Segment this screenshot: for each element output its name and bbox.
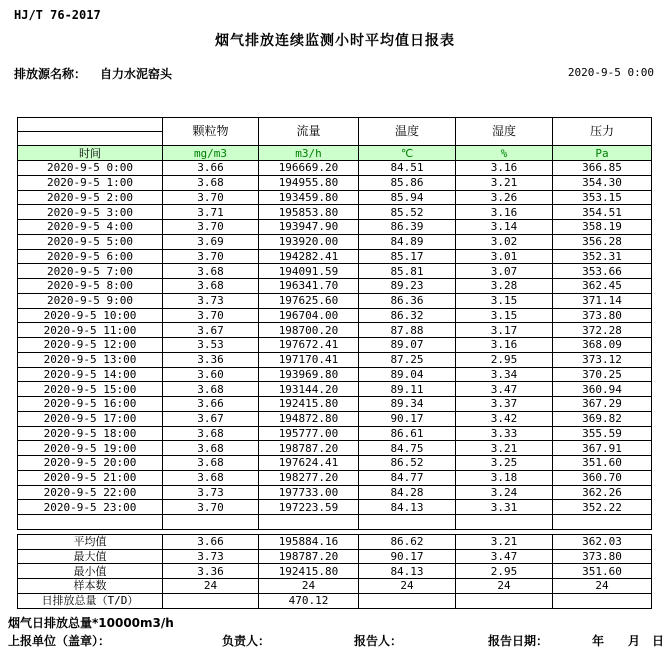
col-header-particulate: 颗粒物 [163, 118, 259, 146]
value-cell: 194872.80 [259, 411, 359, 426]
row-time: 2020-9-5 4:00 [18, 220, 163, 235]
value-cell: 360.94 [553, 382, 652, 397]
value-cell: 86.61 [359, 426, 456, 441]
value-cell: 2.95 [456, 564, 553, 579]
value-cell: 362.45 [553, 279, 652, 294]
value-cell: 3.02 [456, 234, 553, 249]
value-cell: 24 [259, 579, 359, 594]
summary-label: 最小值 [18, 564, 163, 579]
report-datetime: 2020-9-5 0:00 [567, 66, 654, 79]
table-row [18, 338, 652, 353]
value-cell [359, 593, 456, 608]
value-cell: 3.16 [456, 161, 553, 176]
summary-table [17, 534, 652, 609]
value-cell: 84.77 [359, 470, 456, 485]
table-row [18, 397, 652, 412]
value-cell: 196704.00 [259, 308, 359, 323]
value-cell: 24 [456, 579, 553, 594]
row-time: 2020-9-5 15:00 [18, 382, 163, 397]
table-row [18, 323, 652, 338]
summary-label: 最大值 [18, 549, 163, 564]
value-cell: 198277.20 [259, 470, 359, 485]
value-cell: 3.70 [163, 249, 259, 264]
value-cell: 362.03 [553, 534, 652, 549]
value-cell: 366.85 [553, 161, 652, 176]
value-cell: 3.21 [456, 441, 553, 456]
unit-temperature: ℃ [359, 146, 456, 161]
page-title: 烟气排放连续监测小时平均值日报表 [215, 33, 455, 49]
value-cell: 24 [359, 579, 456, 594]
value-cell: 89.23 [359, 279, 456, 294]
table-row [18, 249, 652, 264]
table-row [18, 485, 652, 500]
value-cell: 194282.41 [259, 249, 359, 264]
value-cell: 3.70 [163, 500, 259, 515]
value-cell: 3.73 [163, 549, 259, 564]
table-row [18, 382, 652, 397]
row-time: 2020-9-5 12:00 [18, 338, 163, 353]
value-cell: 3.24 [456, 485, 553, 500]
value-cell: 198787.20 [259, 549, 359, 564]
value-cell: 351.60 [553, 564, 652, 579]
table-row [18, 367, 652, 382]
value-cell: 3.21 [456, 534, 553, 549]
value-cell: 3.67 [163, 323, 259, 338]
row-time: 2020-9-5 17:00 [18, 411, 163, 426]
value-cell: 354.51 [553, 205, 652, 220]
value-cell: 3.68 [163, 441, 259, 456]
value-cell: 3.36 [163, 564, 259, 579]
value-cell: 197624.41 [259, 456, 359, 471]
row-time: 2020-9-5 20:00 [18, 456, 163, 471]
value-cell: 86.39 [359, 220, 456, 235]
value-cell: 193459.80 [259, 190, 359, 205]
value-cell: 3.17 [456, 323, 553, 338]
value-cell: 3.53 [163, 338, 259, 353]
value-cell: 373.80 [553, 549, 652, 564]
value-cell: 3.47 [456, 382, 553, 397]
table-row [18, 500, 652, 515]
year-label: 年 [592, 634, 605, 648]
value-cell: 85.52 [359, 205, 456, 220]
value-cell [456, 593, 553, 608]
value-cell: 85.94 [359, 190, 456, 205]
value-cell: 197170.41 [259, 352, 359, 367]
value-cell: 3.25 [456, 456, 553, 471]
value-cell: 3.68 [163, 382, 259, 397]
col-header-pressure: 压力 [553, 118, 652, 146]
row-time: 2020-9-5 18:00 [18, 426, 163, 441]
row-time: 2020-9-5 3:00 [18, 205, 163, 220]
value-cell: 84.51 [359, 161, 456, 176]
header-blank-bottom-cell [18, 132, 163, 146]
value-cell: 3.71 [163, 205, 259, 220]
row-time: 2020-9-5 19:00 [18, 441, 163, 456]
value-cell: 3.70 [163, 220, 259, 235]
hourly-rows [18, 161, 652, 515]
value-cell: 195853.80 [259, 205, 359, 220]
value-cell: 352.22 [553, 500, 652, 515]
report-date-label: 报告日期： [488, 634, 549, 648]
value-cell: 193144.20 [259, 382, 359, 397]
emission-source-line [14, 65, 172, 82]
value-cell: 3.01 [456, 249, 553, 264]
value-cell: 3.18 [456, 470, 553, 485]
value-cell: 85.81 [359, 264, 456, 279]
table-row [18, 593, 652, 608]
month-label: 月 [628, 634, 641, 648]
value-cell: 356.28 [553, 234, 652, 249]
value-cell: 86.36 [359, 293, 456, 308]
row-time: 2020-9-5 2:00 [18, 190, 163, 205]
value-cell: 3.16 [456, 205, 553, 220]
value-cell: 90.17 [359, 411, 456, 426]
value-cell: 3.26 [456, 190, 553, 205]
table-row [18, 470, 652, 485]
row-time: 2020-9-5 7:00 [18, 264, 163, 279]
table-row [18, 175, 652, 190]
unit-particulate: mg/m3 [163, 146, 259, 161]
table-row [18, 161, 652, 176]
signature-line [0, 632, 670, 648]
value-cell: 89.07 [359, 338, 456, 353]
value-cell: 193969.80 [259, 367, 359, 382]
value-cell: 24 [553, 579, 652, 594]
col-header-temperature: 温度 [359, 118, 456, 146]
row-time: 2020-9-5 10:00 [18, 308, 163, 323]
value-cell: 353.66 [553, 264, 652, 279]
value-cell: 3.69 [163, 234, 259, 249]
value-cell: 194955.80 [259, 175, 359, 190]
value-cell: 89.04 [359, 367, 456, 382]
value-cell: 362.26 [553, 485, 652, 500]
value-cell: 196669.20 [259, 161, 359, 176]
value-cell: 3.66 [163, 397, 259, 412]
row-time: 2020-9-5 6:00 [18, 249, 163, 264]
unit-pressure: Pa [553, 146, 652, 161]
table-row [18, 264, 652, 279]
table-row [18, 564, 652, 579]
table-row [18, 293, 652, 308]
value-cell: 3.68 [163, 175, 259, 190]
value-cell: 197733.00 [259, 485, 359, 500]
value-cell: 352.31 [553, 249, 652, 264]
value-cell [163, 593, 259, 608]
table-row [18, 426, 652, 441]
value-cell: 193920.00 [259, 234, 359, 249]
value-cell: 84.89 [359, 234, 456, 249]
row-time: 2020-9-5 13:00 [18, 352, 163, 367]
value-cell: 197625.60 [259, 293, 359, 308]
standard-number: HJ/T 76-2017 [14, 8, 101, 22]
value-cell: 367.29 [553, 397, 652, 412]
value-cell: 195884.16 [259, 534, 359, 549]
value-cell: 192415.80 [259, 397, 359, 412]
value-cell: 3.47 [456, 549, 553, 564]
value-cell: 197672.41 [259, 338, 359, 353]
value-cell: 3.60 [163, 367, 259, 382]
table-row [18, 549, 652, 564]
table-row [18, 456, 652, 471]
value-cell: 3.15 [456, 293, 553, 308]
value-cell: 360.70 [553, 470, 652, 485]
value-cell: 90.17 [359, 549, 456, 564]
value-cell: 3.34 [456, 367, 553, 382]
table-row [18, 579, 652, 594]
row-time: 2020-9-5 21:00 [18, 470, 163, 485]
value-cell: 3.14 [456, 220, 553, 235]
emission-source-name: 自力水泥窑头 [100, 67, 173, 81]
value-cell: 3.28 [456, 279, 553, 294]
hourly-data-table [17, 117, 652, 530]
unit-humidity: % [456, 146, 553, 161]
emission-source-label: 排放源名称： [14, 67, 87, 81]
value-cell: 84.75 [359, 441, 456, 456]
value-cell: 86.52 [359, 456, 456, 471]
row-time: 2020-9-5 23:00 [18, 500, 163, 515]
value-cell: 86.32 [359, 308, 456, 323]
value-cell: 84.13 [359, 564, 456, 579]
value-cell: 3.37 [456, 397, 553, 412]
day-label: 日 [652, 634, 665, 648]
value-cell: 24 [163, 579, 259, 594]
row-time: 2020-9-5 5:00 [18, 234, 163, 249]
table-row [18, 190, 652, 205]
value-cell: 3.36 [163, 352, 259, 367]
value-cell: 3.07 [456, 264, 553, 279]
value-cell: 85.86 [359, 175, 456, 190]
value-cell: 84.13 [359, 500, 456, 515]
value-cell: 3.15 [456, 308, 553, 323]
empty-row [18, 515, 652, 530]
units-row [18, 146, 652, 161]
value-cell: 86.62 [359, 534, 456, 549]
value-cell: 3.68 [163, 470, 259, 485]
value-cell: 3.70 [163, 308, 259, 323]
value-cell [553, 593, 652, 608]
header-row-top [18, 118, 652, 132]
report-table [17, 117, 653, 609]
value-cell: 370.25 [553, 367, 652, 382]
value-cell: 3.67 [163, 411, 259, 426]
row-time: 2020-9-5 22:00 [18, 485, 163, 500]
value-cell: 351.60 [553, 456, 652, 471]
table-row [18, 411, 652, 426]
row-time: 2020-9-5 11:00 [18, 323, 163, 338]
value-cell: 85.17 [359, 249, 456, 264]
value-cell: 3.33 [456, 426, 553, 441]
table-row [18, 279, 652, 294]
table-row [18, 308, 652, 323]
value-cell: 470.12 [259, 593, 359, 608]
value-cell: 195777.00 [259, 426, 359, 441]
daily-total-note: 烟气日排放总量*10000m3/h [8, 616, 174, 630]
value-cell: 3.68 [163, 264, 259, 279]
unit-flow: m3/h [259, 146, 359, 161]
value-cell: 371.14 [553, 293, 652, 308]
row-time: 2020-9-5 9:00 [18, 293, 163, 308]
header-blank-top-cell [18, 118, 163, 132]
value-cell: 353.15 [553, 190, 652, 205]
table-row [18, 441, 652, 456]
table-row [18, 234, 652, 249]
value-cell: 3.68 [163, 456, 259, 471]
summary-label: 日排放总量（T/D） [18, 593, 163, 608]
value-cell: 3.16 [456, 338, 553, 353]
value-cell: 355.59 [553, 426, 652, 441]
value-cell: 198700.20 [259, 323, 359, 338]
responsible-person-label: 负责人： [222, 634, 271, 648]
value-cell: 3.42 [456, 411, 553, 426]
value-cell: 87.25 [359, 352, 456, 367]
table-row [18, 205, 652, 220]
value-cell: 193947.90 [259, 220, 359, 235]
value-cell: 373.80 [553, 308, 652, 323]
row-time: 2020-9-5 0:00 [18, 161, 163, 176]
value-cell: 197223.59 [259, 500, 359, 515]
value-cell: 3.73 [163, 485, 259, 500]
reporter-label: 报告人： [354, 634, 403, 648]
summary-rows [18, 534, 652, 608]
value-cell: 196341.70 [259, 279, 359, 294]
col-header-humidity: 湿度 [456, 118, 553, 146]
value-cell: 89.11 [359, 382, 456, 397]
col-header-flow: 流量 [259, 118, 359, 146]
value-cell: 369.82 [553, 411, 652, 426]
value-cell: 84.28 [359, 485, 456, 500]
row-time: 2020-9-5 16:00 [18, 397, 163, 412]
row-time: 2020-9-5 14:00 [18, 367, 163, 382]
value-cell: 3.68 [163, 279, 259, 294]
value-cell: 3.31 [456, 500, 553, 515]
row-time: 2020-9-5 1:00 [18, 175, 163, 190]
value-cell: 373.12 [553, 352, 652, 367]
value-cell: 3.66 [163, 161, 259, 176]
value-cell: 368.09 [553, 338, 652, 353]
value-cell: 358.19 [553, 220, 652, 235]
value-cell: 87.88 [359, 323, 456, 338]
value-cell: 3.73 [163, 293, 259, 308]
value-cell: 354.30 [553, 175, 652, 190]
value-cell: 3.66 [163, 534, 259, 549]
reporting-unit-label: 上报单位（盖章）： [8, 634, 111, 648]
table-row [18, 534, 652, 549]
value-cell: 89.34 [359, 397, 456, 412]
value-cell: 198787.20 [259, 441, 359, 456]
value-cell: 3.21 [456, 175, 553, 190]
value-cell: 372.28 [553, 323, 652, 338]
value-cell: 367.91 [553, 441, 652, 456]
row-time: 2020-9-5 8:00 [18, 279, 163, 294]
summary-label: 平均值 [18, 534, 163, 549]
table-row [18, 352, 652, 367]
time-column-header: 时间 [18, 146, 163, 161]
value-cell: 3.70 [163, 190, 259, 205]
table-row [18, 220, 652, 235]
value-cell: 2.95 [456, 352, 553, 367]
summary-label: 样本数 [18, 579, 163, 594]
value-cell: 192415.80 [259, 564, 359, 579]
value-cell: 3.68 [163, 426, 259, 441]
value-cell: 194091.59 [259, 264, 359, 279]
